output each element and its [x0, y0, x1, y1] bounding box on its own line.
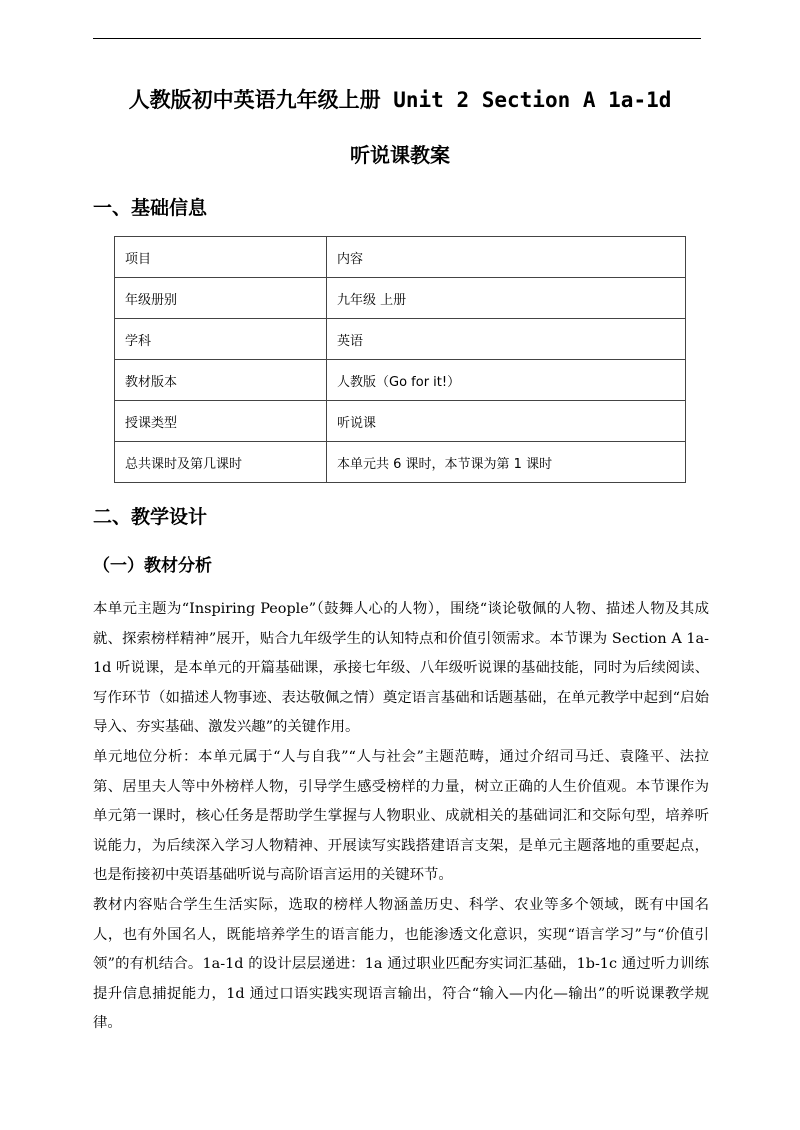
table-cell-value: 九年级 上册 — [327, 278, 686, 319]
table-cell-value: 本单元共 6 课时，本节课为第 1 课时 — [327, 442, 686, 483]
table-cell-label: 年级册别 — [115, 278, 327, 319]
section-heading-basic-info: 一、基础信息 — [93, 197, 208, 219]
document-subtitle: 听说课教案 — [350, 143, 450, 167]
table-row — [115, 442, 686, 483]
table-cell-label: 总共课时及第几课时 — [115, 442, 327, 483]
table-header-cell: 项目 — [115, 237, 327, 278]
table-row — [115, 319, 686, 360]
paragraph: 教材内容贴合学生生活实际，选取的榜样人物涵盖历史、科学、农业等多个领域，既有中国名人，也有外国名人，既能培养学生的语言能力，也能渗透文化意识，实现“语言学习”与“价值引领”的有机结合。1a-1d 的设计层层递进：1a 通过职业匹配夯实词汇基础，1b-1c 通过听力训练提升信息捕捉能力，1d 通过口语实践实现语言输出，符合“输入—内化—输出”的听说课教学规律。 — [93, 896, 709, 1032]
document-title: 人教版初中英语九年级上册 Unit 2 Section A 1a-1d — [128, 88, 672, 112]
table-cell-value: 听说课 — [327, 401, 686, 442]
subsection-heading-textbook-analysis: （一）教材分析 — [93, 556, 212, 576]
table-header-cell: 内容 — [327, 237, 686, 278]
textbook-analysis-body — [93, 595, 709, 1039]
table-row — [115, 401, 686, 442]
paragraph: 单元地位分析：本单元属于“人与自我”“人与社会”主题范畴，通过介绍司马迁、袁隆平、法拉第、居里夫人等中外榜样人物，引导学生感受榜样的力量，树立正确的人生价值观。本节课作为单元第一课时，核心任务是帮助学生掌握与人物职业、成就相关的基础词汇和交际句型，培养听说能力，为后续深入学习人物精神、开展读写实践搭建语言支架，是单元主题落地的重要起点，也是衔接初中英语基础听说与高阶语言运用的关键环节。 — [93, 748, 709, 884]
paragraph: 本单元主题为“Inspiring People”（鼓舞人心的人物），围绕“谈论敬佩的人物、描述人物及其成就、探索榜样精神”展开，贴合九年级学生的认知特点和价值引领需求。本节课为 Section A 1a-1d 听说课，是本单元的开篇基础课，承接七年级、八年级听说课的基础技能，同时为后续阅读、写作环节（如描述人物事迹、表达敬佩之情）奠定语言基础和话题基础，在单元教学中起到“启始导入、夯实基础、激发兴趣”的关键作用。 — [93, 601, 709, 736]
basic-info-table — [114, 236, 686, 483]
section-heading-teaching-design: 二、教学设计 — [93, 506, 208, 528]
table-cell-label: 学科 — [115, 319, 327, 360]
table-row — [115, 360, 686, 401]
table-row — [115, 278, 686, 319]
table-cell-label: 教材版本 — [115, 360, 327, 401]
table-cell-value: 人教版（Go for it!） — [327, 360, 686, 401]
table-cell-label: 授课类型 — [115, 401, 327, 442]
header-rule — [93, 38, 701, 39]
table-cell-value: 英语 — [327, 319, 686, 360]
table-header-row — [115, 237, 686, 278]
